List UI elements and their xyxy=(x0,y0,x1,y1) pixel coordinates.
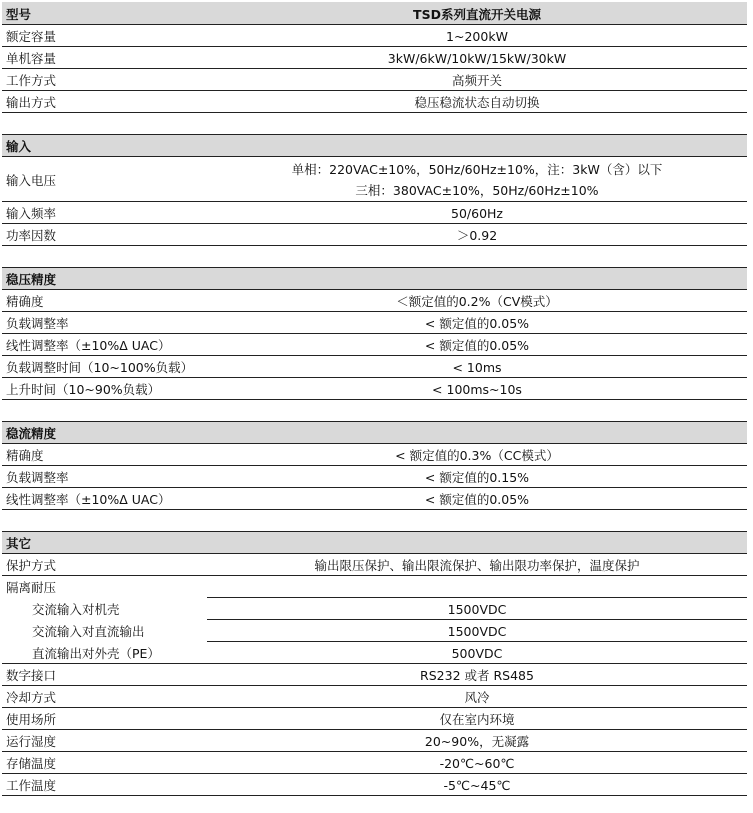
row-label: 上升时间（10~90%负载） xyxy=(6,382,161,397)
row-label: 功率因数 xyxy=(6,228,57,243)
isolation-item-row xyxy=(2,598,747,620)
row-value: 50/60Hz xyxy=(451,205,503,221)
table-row xyxy=(2,488,747,510)
row-label: 负载调整时间（10~100%负载） xyxy=(6,360,194,375)
isolation-item-row xyxy=(2,642,747,664)
row-value: -5℃~45℃ xyxy=(443,777,511,793)
row-value: < 额定值的0.05% xyxy=(424,338,530,353)
isolation-item-value: 1500VDC xyxy=(447,601,507,617)
row-label: 工作温度 xyxy=(6,778,57,793)
row-label: 负载调整率 xyxy=(6,316,69,331)
section-spacer xyxy=(2,246,747,268)
row-value: 1~200kW xyxy=(446,28,508,44)
table-row xyxy=(2,686,747,708)
row-value: 高频开关 xyxy=(451,73,502,88)
row-value: 稳压稳流状态自动切换 xyxy=(414,95,540,110)
table-row xyxy=(2,554,747,576)
row-value: ＜额定值的0.2%（CV模式） xyxy=(396,294,558,309)
section-title: 输入 xyxy=(6,139,32,154)
isolation-item-value: 1500VDC xyxy=(447,623,507,639)
row-label: 工作方式 xyxy=(6,73,57,88)
section-header-voltage-regulation xyxy=(2,268,747,290)
section-spacer xyxy=(2,510,747,532)
row-label: 输入频率 xyxy=(6,206,57,221)
isolation-item-row xyxy=(2,620,747,642)
table-row xyxy=(2,708,747,730)
row-label: 使用场所 xyxy=(6,712,57,727)
row-value: ＞0.92 xyxy=(456,228,498,243)
row-label: 额定容量 xyxy=(6,29,57,44)
row-value: 3kW/6kW/10kW/15kW/30kW xyxy=(387,50,567,66)
row-value xyxy=(207,157,747,202)
row-label: 线性调整率（±10%Δ UAC） xyxy=(6,338,171,353)
section-title: 稳流精度 xyxy=(6,426,57,441)
row-label: 存储温度 xyxy=(6,756,57,771)
isolation-item-label: 直流输出对外壳（PE） xyxy=(32,646,160,661)
row-label: 负载调整率 xyxy=(6,470,69,485)
table-row xyxy=(2,664,747,686)
section-header-input xyxy=(2,135,747,157)
isolation-item-label: 交流输入对机壳 xyxy=(32,602,120,617)
input-voltage-three-phase: 三相：380VAC±10%，50Hz/60Hz±10% xyxy=(355,182,599,198)
table-row xyxy=(2,202,747,224)
table-row xyxy=(2,774,747,796)
table-row xyxy=(2,25,747,47)
row-value: RS232 或者 RS485 xyxy=(420,668,534,683)
row-label: 精确度 xyxy=(6,448,44,463)
row-value: < 额定值的0.05% xyxy=(424,316,530,331)
table-row xyxy=(2,730,747,752)
row-value: 风冷 xyxy=(464,690,490,705)
input-voltage-single-phase: 单相：220VAC±10%，50Hz/60Hz±10%，注：3kW（含）以下 xyxy=(291,161,663,177)
table-row xyxy=(2,47,747,69)
row-value: < 100ms~10s xyxy=(432,381,522,397)
isolation-item-value: 500VDC xyxy=(451,645,503,661)
input-voltage-row xyxy=(2,157,747,202)
isolation-header-row xyxy=(2,576,747,598)
row-label: 保护方式 xyxy=(6,558,57,573)
table-row xyxy=(2,91,747,113)
row-value: < 额定值的0.05% xyxy=(424,492,530,507)
row-value: < 额定值的0.3%（CC模式） xyxy=(395,448,559,463)
row-value: -20℃~60℃ xyxy=(439,755,515,771)
row-label: 运行湿度 xyxy=(6,734,57,749)
table-row xyxy=(2,378,747,400)
row-value: < 额定值的0.15% xyxy=(424,470,530,485)
table-row xyxy=(2,444,747,466)
table-row xyxy=(2,312,747,334)
table-row xyxy=(2,356,747,378)
model-label: 型号 xyxy=(6,6,32,22)
row-value: 仅在室内环境 xyxy=(439,712,515,727)
table-row xyxy=(2,224,747,246)
row-label: 输入电压 xyxy=(6,172,57,188)
row-value: 输出限压保护、输出限流保护、输出限功率保护，温度保护 xyxy=(314,558,640,573)
section-spacer xyxy=(2,400,747,422)
row-value: < 10ms xyxy=(452,359,502,375)
isolation-item-label: 交流输入对直流输出 xyxy=(32,624,145,639)
spec-table xyxy=(2,2,747,796)
row-label: 数字接口 xyxy=(6,668,57,683)
table-row xyxy=(2,466,747,488)
table-row xyxy=(2,290,747,312)
section-header-current-regulation xyxy=(2,422,747,444)
row-label: 单机容量 xyxy=(6,51,57,66)
row-label: 冷却方式 xyxy=(6,690,57,705)
table-row xyxy=(2,334,747,356)
row-label: 精确度 xyxy=(6,294,44,309)
section-title: 稳压精度 xyxy=(6,272,57,287)
section-title: 其它 xyxy=(6,536,32,551)
row-label: 输出方式 xyxy=(6,95,57,110)
table-row xyxy=(2,69,747,91)
row-value: 20~90%，无凝露 xyxy=(424,734,530,749)
section-spacer xyxy=(2,113,747,135)
row-label: 隔离耐压 xyxy=(6,580,57,595)
model-header-row xyxy=(2,2,747,25)
row-label: 线性调整率（±10%Δ UAC） xyxy=(6,492,171,507)
model-value: TSD系列直流开关电源 xyxy=(413,6,541,22)
table-row xyxy=(2,752,747,774)
section-header-other xyxy=(2,532,747,554)
